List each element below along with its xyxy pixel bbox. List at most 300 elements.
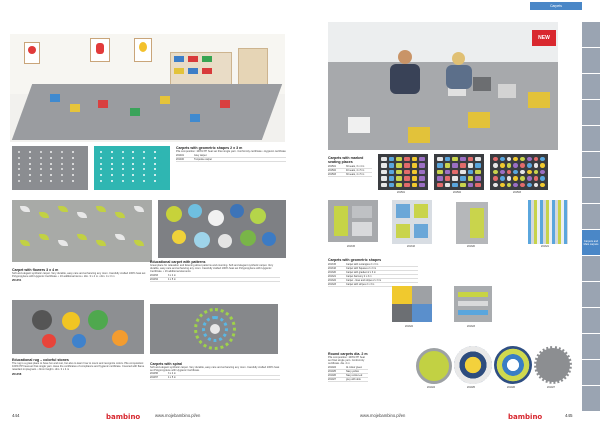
carpet-dot — [29, 163, 31, 165]
seat-mark — [468, 176, 474, 180]
carpet-dot — [132, 151, 134, 153]
seat-mark — [475, 163, 481, 167]
code: 201027 — [328, 377, 336, 381]
geometric-carpet-title: Carpets with geometric shapes 2 x 3 m — [176, 146, 243, 150]
round-code-2: 201025 — [467, 386, 475, 389]
seat-mark — [527, 163, 532, 167]
code: 201322 — [328, 279, 336, 282]
seat-mark — [396, 170, 402, 174]
side-tab[interactable] — [582, 152, 600, 178]
round-carpets-table — [328, 366, 368, 382]
seat-mark — [460, 170, 466, 174]
geometric-carpet-desc: Pile composition: 100% PP heat set frisé single yarn. Conformity certificate • Hygienic certificate — [176, 150, 286, 153]
variant: Carpet with Squares 2 x 3 m — [346, 267, 377, 270]
seat-mark — [520, 176, 525, 180]
seat-mark — [404, 170, 410, 174]
carpet-dot — [78, 174, 80, 176]
spiral-carpet-info — [150, 362, 280, 380]
seat-mark — [381, 183, 387, 187]
carpet-dot — [34, 163, 36, 165]
pattern-carpet-table — [150, 274, 280, 282]
seat-mark — [412, 176, 418, 180]
variant: 30 seats, 3 x 4 m — [346, 165, 365, 168]
carpet-dot — [78, 151, 80, 153]
colorful-stones-desc: The rug is a great place to have fun and rest, but also to learn how to count and recognize colors. Pile composition: 100% PP heat-set frisé single yarn. Have the certificates of compliance and hygienic certificate. Covered with flame retardant impregnant. • 9mm height • dim. 3 x 4 m — [12, 362, 145, 372]
bambino-logo-right: bambino — [508, 413, 543, 421]
side-tab[interactable]: Carpets and Mats carpets — [582, 230, 600, 256]
carpet-dot — [154, 168, 156, 170]
carpet-dot — [40, 151, 42, 153]
carpet-dot — [160, 180, 162, 182]
carpet-dot — [23, 180, 25, 182]
carpet-dot — [72, 163, 74, 165]
round-carpets-info — [328, 352, 368, 382]
code: 201501 — [328, 165, 336, 168]
right-page — [300, 0, 600, 424]
geometric-shapes-info — [328, 258, 418, 287]
seat-mark — [396, 157, 402, 161]
variant: Carpet harmony 2 x 3 m — [346, 275, 372, 278]
marked-seating-title: Carpets with marked seating places — [328, 156, 364, 164]
side-tab[interactable] — [582, 126, 600, 152]
carpet-dot — [18, 163, 20, 165]
carpet-dot — [143, 157, 145, 159]
seat-mark — [419, 157, 425, 161]
side-tab[interactable] — [582, 360, 600, 386]
carpet-dot — [116, 163, 118, 165]
seat-mark — [460, 183, 466, 187]
geom-code-1: 201315 — [347, 245, 355, 248]
carpet-dot — [40, 157, 42, 159]
leaf-shape — [77, 212, 87, 218]
code: 201401 — [176, 154, 184, 158]
seat-mark — [507, 157, 512, 161]
seat-mark — [381, 163, 387, 167]
seat-mark — [534, 183, 539, 187]
carpet-dot — [56, 163, 58, 165]
carpet-dot — [100, 157, 102, 159]
carpet-dot — [160, 151, 162, 153]
seat-mark — [452, 183, 458, 187]
seat-mark — [389, 157, 395, 161]
geometric-carpet-info — [176, 146, 286, 162]
carpet-dot — [18, 174, 20, 176]
side-tab[interactable] — [582, 282, 600, 308]
seat-mark — [540, 163, 545, 167]
spiral-carpet-image — [150, 304, 278, 354]
seat-mark — [540, 176, 545, 180]
carpet-dot — [116, 168, 118, 170]
round-carpet-grey-dots — [534, 346, 572, 384]
seat-mark — [389, 183, 395, 187]
seat-mark — [460, 163, 466, 167]
leaf-shape — [96, 240, 106, 246]
squares-carpet — [392, 200, 432, 244]
carpet-dot — [154, 157, 156, 159]
seating-carpet-1 — [378, 154, 428, 190]
carpet-dot — [149, 180, 151, 182]
flowers-carpet-desc: Soft and elegant synthetic carpet. Very durable, easy care and enhancing any room. Carefully crafted 100% heat set Polypropylene with Hygienic Certificate. • 16 additional items • dim. 3 x 4 m • dim. 4 x 3 m — [12, 272, 146, 279]
code: 201323 — [328, 283, 336, 286]
kids-on-carpet-photo — [328, 22, 558, 150]
new-badge: NEW — [532, 30, 556, 46]
carpet-dot — [154, 151, 156, 153]
seat-mark — [500, 163, 505, 167]
carpet-dot — [40, 168, 42, 170]
code: 201457 — [150, 376, 158, 380]
geom-code-2: 201316 — [407, 245, 415, 248]
variant: Turquoise carpet — [194, 158, 212, 162]
seat-mark — [419, 176, 425, 180]
seat-mark — [460, 157, 466, 161]
side-tab[interactable] — [582, 48, 600, 74]
leaf-shape — [20, 206, 30, 212]
carpet-dot — [122, 151, 124, 153]
page-number-left: 444 — [12, 413, 20, 418]
variant: Navy-colour-ed — [346, 373, 363, 377]
carpet-dot — [50, 151, 52, 153]
side-tab[interactable] — [582, 74, 600, 100]
seat-mark — [507, 176, 512, 180]
seat-mark — [500, 170, 505, 174]
carpet-dot — [78, 157, 80, 159]
seat-mark — [419, 183, 425, 187]
seat-mark — [493, 176, 498, 180]
carpet-dot — [143, 174, 145, 176]
carpet-dot — [111, 180, 113, 182]
carpet-dot — [29, 157, 31, 159]
pattern-carpet-title: Educational carpet with patterns — [150, 260, 206, 264]
carpet-dot — [116, 151, 118, 153]
variant: Grey carpet — [194, 154, 207, 158]
code: 201024 — [328, 365, 336, 369]
seat-mark — [527, 170, 532, 174]
code: 201320 — [328, 271, 336, 274]
seat-mark — [412, 157, 418, 161]
carpet-dot — [29, 151, 31, 153]
side-tab[interactable] — [582, 178, 600, 204]
round-carpet-navy-colour — [494, 346, 532, 384]
carpet-dot — [122, 180, 124, 182]
carpet-dot — [138, 168, 140, 170]
round-carpets-title: Round carpets dia. 2 m — [328, 352, 368, 356]
seat-mark — [445, 170, 451, 174]
side-tab[interactable] — [582, 386, 600, 412]
code: 201025 — [328, 369, 336, 373]
carpet-dot — [138, 151, 140, 153]
geom-code-5: 201322 — [405, 325, 413, 328]
geom-code-6: 201323 — [467, 325, 475, 328]
carpet-dot — [149, 157, 151, 159]
seat-mark — [520, 170, 525, 174]
carpet-dot — [138, 163, 140, 165]
seat-mark — [527, 176, 532, 180]
variant: Carpet with rectangles 2 x 3 m — [346, 263, 379, 266]
carpet-dot — [34, 168, 36, 170]
seat-mark — [452, 163, 458, 167]
carpet-dot — [34, 180, 36, 182]
seat-mark — [468, 183, 474, 187]
seat-mark — [404, 183, 410, 187]
seat-mark — [513, 176, 518, 180]
carpet-dot — [160, 174, 162, 176]
carpet-dot — [61, 163, 63, 165]
seat-mark — [534, 170, 539, 174]
code: 201315 — [328, 263, 336, 266]
seat-mark — [534, 157, 539, 161]
pattern-carpet-info — [150, 260, 280, 282]
code: 201456 — [150, 372, 158, 376]
leaf-shape — [134, 240, 144, 246]
seat-mark — [396, 176, 402, 180]
carpet-dot — [18, 157, 20, 159]
geometric-shapes-table — [328, 263, 418, 287]
variant: Carpet with stripes 2 x 3 m — [346, 283, 375, 286]
code: 201453 — [150, 273, 158, 277]
carpet-dot — [78, 168, 80, 170]
turquoise-geometric-carpet — [94, 146, 170, 190]
geom-code-4: 201321 — [541, 245, 549, 248]
leaf-shape — [115, 234, 125, 240]
seat-mark — [389, 170, 395, 174]
carpet-dot — [40, 163, 42, 165]
carpet-dot — [45, 157, 47, 159]
carpet-dot — [105, 151, 107, 153]
carpet-dot — [149, 168, 151, 170]
seat-mark — [520, 163, 525, 167]
colorful-stones-image — [12, 300, 144, 354]
carpet-dot — [105, 163, 107, 165]
seating-code-3: 201503 — [513, 191, 521, 194]
carpet-dot — [34, 174, 36, 176]
carpet-dot — [105, 168, 107, 170]
seat-mark — [412, 183, 418, 187]
carpet-dot — [18, 180, 20, 182]
carpet-dot — [50, 180, 52, 182]
seat-mark — [540, 157, 545, 161]
carpet-dot — [56, 157, 58, 159]
carpet-dot — [122, 157, 124, 159]
round-carpets-desc: Pile composition: 100% PP heat set frisé single yarn. Conformity certificate. dia. 2 m — [328, 356, 365, 366]
carpet-dot — [23, 151, 25, 153]
carpet-dot — [50, 163, 52, 165]
variant: grey with dots — [346, 377, 361, 381]
leaf-shape — [134, 206, 144, 212]
carpet-dot — [149, 151, 151, 153]
carpet-dot — [100, 174, 102, 176]
side-tab[interactable] — [582, 100, 600, 126]
variant: 30 seats, 4 x 5 m — [346, 173, 365, 176]
website-link-left[interactable]: www.mojebambino.pl/en — [155, 413, 201, 418]
seating-code-1: 201501 — [397, 191, 405, 194]
carpet-dot — [45, 163, 47, 165]
carpet-dot — [29, 168, 31, 170]
spiral-carpet-desc: Soft and elegant synthetic carpet. Very durable, easy care and enhancing any room. Carefully crafted 100% heat set Polypropylene with Hygienic Certificate. — [150, 366, 280, 373]
seat-mark — [520, 183, 525, 187]
carpet-dot — [122, 174, 124, 176]
seat-mark — [404, 163, 410, 167]
carpet-dot — [34, 151, 36, 153]
carpet-dot — [127, 163, 129, 165]
carpet-dot — [45, 168, 47, 170]
carpet-dot — [45, 151, 47, 153]
carpet-dot — [23, 163, 25, 165]
seat-mark — [540, 170, 545, 174]
variant: Carpet - lines and stripes 2 x 3 m — [346, 279, 382, 282]
seat-mark — [527, 183, 532, 187]
carpet-dot — [111, 174, 113, 176]
seat-mark — [452, 157, 458, 161]
seat-mark — [475, 183, 481, 187]
carpet-dot — [61, 168, 63, 170]
side-tab[interactable] — [582, 204, 600, 230]
gradient-carpet — [456, 202, 488, 244]
colorful-stones-code: 201458 — [12, 371, 22, 376]
carpet-dot — [111, 151, 113, 153]
seat-mark — [534, 176, 539, 180]
carpet-dot — [56, 151, 58, 153]
website-link-right[interactable]: www.mojebambino.pl/en — [360, 413, 406, 418]
seat-mark — [475, 170, 481, 174]
carpet-dot — [67, 163, 69, 165]
seat-mark — [540, 183, 545, 187]
seat-mark — [500, 183, 505, 187]
seat-mark — [381, 170, 387, 174]
carpet-dot — [160, 168, 162, 170]
seat-mark — [389, 163, 395, 167]
carpet-dot — [78, 180, 80, 182]
leaf-shape — [39, 212, 49, 218]
carpet-dot — [72, 174, 74, 176]
carpet-dot — [45, 180, 47, 182]
side-tab[interactable] — [582, 334, 600, 360]
seat-mark — [513, 157, 518, 161]
seat-mark — [452, 170, 458, 174]
carpet-dot — [72, 151, 74, 153]
spiral-carpet-table — [150, 372, 280, 380]
code: 201026 — [328, 373, 336, 377]
carpet-dot — [67, 151, 69, 153]
side-tab[interactable] — [582, 256, 600, 282]
round-carpet-green — [416, 348, 452, 384]
side-tab[interactable] — [582, 308, 600, 334]
carpet-dot — [23, 174, 25, 176]
variant: Al colour green — [346, 365, 363, 369]
carpet-dot — [34, 157, 36, 159]
carpet-dot — [56, 174, 58, 176]
variant: Navy-yellow — [346, 369, 359, 373]
seat-mark — [493, 170, 498, 174]
seat-mark — [493, 157, 498, 161]
carpet-dot — [61, 157, 63, 159]
carpet-dot — [105, 157, 107, 159]
leaf-shape — [20, 240, 30, 246]
carpet-dot — [154, 174, 156, 176]
carpet-dot — [132, 163, 134, 165]
carpet-dot — [127, 180, 129, 182]
carpet-dot — [100, 151, 102, 153]
carpet-dot — [154, 180, 156, 182]
carpet-dot — [149, 163, 151, 165]
seat-mark — [404, 176, 410, 180]
code: 201316 — [328, 267, 336, 270]
side-tab[interactable] — [582, 22, 600, 48]
carpet-dot — [160, 157, 162, 159]
seat-mark — [507, 183, 512, 187]
seat-mark — [381, 157, 387, 161]
seat-mark — [445, 163, 451, 167]
seat-mark — [381, 176, 387, 180]
round-carpet-navy-yellow — [454, 346, 492, 384]
carpet-dot — [23, 168, 25, 170]
grey-geometric-carpet — [12, 146, 88, 190]
leaf-shape — [58, 240, 68, 246]
rectangles-carpet — [328, 200, 378, 242]
carpet-dot — [111, 157, 113, 159]
seat-mark — [437, 170, 443, 174]
round-code-3: 201026 — [507, 386, 515, 389]
seat-mark — [445, 157, 451, 161]
marked-seating-table — [328, 165, 372, 177]
size: 3 x 4 m — [168, 372, 176, 376]
seat-mark — [396, 163, 402, 167]
carpet-dot — [143, 168, 145, 170]
carpet-dot — [122, 163, 124, 165]
side-tab-bar — [582, 22, 600, 412]
page-number-right: 445 — [565, 413, 573, 418]
carpet-dot — [154, 163, 156, 165]
seat-mark — [475, 157, 481, 161]
seat-mark — [507, 170, 512, 174]
carpet-dot — [138, 157, 140, 159]
flowers-carpet-image — [12, 200, 152, 262]
carpet-dot — [50, 157, 52, 159]
marked-seating-info — [328, 156, 372, 177]
carpet-dot — [127, 168, 129, 170]
seat-mark — [493, 163, 498, 167]
seat-mark — [445, 183, 451, 187]
seat-mark — [445, 176, 451, 180]
code: 201454 — [150, 277, 158, 281]
carpet-dot — [143, 163, 145, 165]
carpet-dot — [67, 168, 69, 170]
seat-mark — [507, 163, 512, 167]
carpet-dot — [160, 163, 162, 165]
carpet-dot — [45, 174, 47, 176]
carpet-dot — [72, 157, 74, 159]
geometric-carpet-table — [176, 154, 286, 162]
section-tab-carpets[interactable]: Carpets — [530, 2, 582, 10]
code: 201321 — [328, 275, 336, 278]
carpet-dot — [40, 180, 42, 182]
seat-mark — [437, 157, 443, 161]
carpet-dot — [143, 151, 145, 153]
harmony-carpet — [392, 286, 432, 322]
seat-mark — [412, 170, 418, 174]
seat-mark — [500, 157, 505, 161]
carpet-dot — [67, 174, 69, 176]
flowers-carpet-title: Carpet with flowers 3 x 4 m — [12, 268, 59, 272]
code: 201400 — [176, 158, 184, 162]
leaf-shape — [39, 234, 49, 240]
leaf-shape — [77, 234, 87, 240]
carpet-dot — [132, 168, 134, 170]
carpet-dot — [61, 174, 63, 176]
carpet-dot — [50, 174, 52, 176]
carpet-dot — [40, 174, 42, 176]
carpet-dot — [100, 163, 102, 165]
carpet-dot — [127, 151, 129, 153]
